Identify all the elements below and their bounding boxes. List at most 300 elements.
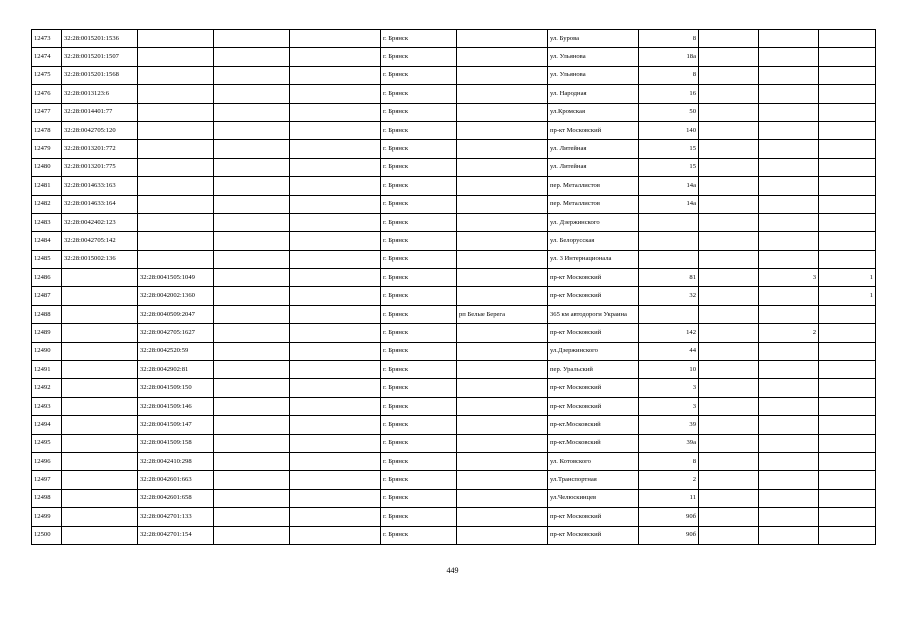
cell-row-number: 12495 (32, 434, 62, 452)
cell-col-11 (759, 195, 819, 213)
cell-col-5 (290, 48, 381, 66)
table-row (32, 177, 876, 195)
cell-col-4 (214, 48, 290, 66)
cell-settlement (457, 232, 548, 250)
cell-col-5 (290, 269, 381, 287)
cell-cadastral-number-b (138, 213, 214, 231)
table-row (32, 471, 876, 489)
cell-col-12 (819, 434, 876, 452)
cell-col-4 (214, 361, 290, 379)
cell-cadastral-number-b: 32:28:0042410:298 (138, 452, 214, 470)
cell-col-11 (759, 158, 819, 176)
cell-house: 3 (639, 397, 699, 415)
cell-col-12 (819, 452, 876, 470)
cell-street: ул. Народная (548, 85, 639, 103)
cell-city: г. Брянск (381, 379, 457, 397)
cell-settlement (457, 250, 548, 268)
cell-col-4 (214, 434, 290, 452)
cell-settlement (457, 452, 548, 470)
cell-col-4 (214, 397, 290, 415)
cell-cadastral-number-a: 32:28:0015201:1507 (62, 48, 138, 66)
cell-street: пр-кт Московский (548, 526, 639, 544)
cell-col-12 (819, 30, 876, 48)
cell-cadastral-number-b: 32:28:0041509:146 (138, 397, 214, 415)
cell-col-5 (290, 526, 381, 544)
cell-row-number: 12485 (32, 250, 62, 268)
cell-col-11 (759, 232, 819, 250)
cell-col-4 (214, 85, 290, 103)
cell-row-number: 12480 (32, 158, 62, 176)
cell-col-11 (759, 250, 819, 268)
cell-col-5 (290, 30, 381, 48)
cell-house: 11 (639, 489, 699, 507)
table-row (32, 140, 876, 158)
cell-col-4 (214, 508, 290, 526)
cell-col-4 (214, 177, 290, 195)
cell-col-11 (759, 379, 819, 397)
cell-col-12 (819, 177, 876, 195)
cell-cadastral-number-a (62, 526, 138, 544)
cell-col-4 (214, 287, 290, 305)
cell-city: г. Брянск (381, 361, 457, 379)
cell-house: 142 (639, 324, 699, 342)
cell-city: г. Брянск (381, 342, 457, 360)
cell-street: ул. Литейная (548, 158, 639, 176)
cell-col-12: 1 (819, 287, 876, 305)
cell-col-12 (819, 140, 876, 158)
cell-col-4 (214, 103, 290, 121)
cell-city: г. Брянск (381, 177, 457, 195)
cell-col-10 (699, 85, 759, 103)
cell-col-4 (214, 66, 290, 84)
cell-house: 10 (639, 361, 699, 379)
cell-house (639, 250, 699, 268)
cell-row-number: 12497 (32, 471, 62, 489)
cell-street: пр-кт Московский (548, 324, 639, 342)
cell-col-5 (290, 434, 381, 452)
cell-city: г. Брянск (381, 416, 457, 434)
cell-col-5 (290, 471, 381, 489)
cell-col-10 (699, 232, 759, 250)
cell-house: 44 (639, 342, 699, 360)
cell-house: 140 (639, 121, 699, 139)
cell-settlement (457, 416, 548, 434)
cell-settlement (457, 361, 548, 379)
cell-house (639, 232, 699, 250)
cell-col-10 (699, 48, 759, 66)
cell-city: г. Брянск (381, 103, 457, 121)
cell-row-number: 12491 (32, 361, 62, 379)
cell-cadastral-number-a (62, 287, 138, 305)
cell-row-number: 12498 (32, 489, 62, 507)
cell-row-number: 12484 (32, 232, 62, 250)
cell-cadastral-number-b: 32:28:0041509:150 (138, 379, 214, 397)
cell-cadastral-number-a: 32:28:0042402:123 (62, 213, 138, 231)
cell-col-11 (759, 103, 819, 121)
cell-col-10 (699, 526, 759, 544)
table-row (32, 361, 876, 379)
cell-cadastral-number-a (62, 452, 138, 470)
cell-col-11 (759, 416, 819, 434)
cell-col-4 (214, 305, 290, 323)
cell-col-11 (759, 287, 819, 305)
cell-cadastral-number-b: 32:28:0042701:133 (138, 508, 214, 526)
cell-col-11 (759, 397, 819, 415)
cell-col-5 (290, 397, 381, 415)
cell-row-number: 12477 (32, 103, 62, 121)
table-row (32, 305, 876, 323)
table-row (32, 158, 876, 176)
cell-cadastral-number-b (138, 48, 214, 66)
cell-street: пр-кт Московский (548, 397, 639, 415)
cell-col-5 (290, 342, 381, 360)
cell-col-11 (759, 85, 819, 103)
cell-house: 14а (639, 195, 699, 213)
cell-cadastral-number-a: 32:28:0013123:6 (62, 85, 138, 103)
cell-house: 32 (639, 287, 699, 305)
cell-col-5 (290, 452, 381, 470)
cell-cadastral-number-a: 32:28:0013201:772 (62, 140, 138, 158)
cell-col-11 (759, 30, 819, 48)
cell-col-11 (759, 177, 819, 195)
table-row (32, 324, 876, 342)
cell-settlement (457, 48, 548, 66)
cell-cadastral-number-b (138, 250, 214, 268)
cell-settlement (457, 434, 548, 452)
cell-house: 2 (639, 471, 699, 489)
table-row (32, 103, 876, 121)
cell-house: 81 (639, 269, 699, 287)
table-row (32, 232, 876, 250)
cell-col-12 (819, 361, 876, 379)
cell-cadastral-number-b: 32:28:0040509:2047 (138, 305, 214, 323)
cell-settlement (457, 508, 548, 526)
cell-cadastral-number-b: 32:28:0042701:154 (138, 526, 214, 544)
cell-city: г. Брянск (381, 397, 457, 415)
cell-col-5 (290, 232, 381, 250)
cell-settlement (457, 30, 548, 48)
cell-street: пер. Металлистов (548, 195, 639, 213)
cell-col-4 (214, 471, 290, 489)
cell-cadastral-number-b (138, 121, 214, 139)
cell-city: г. Брянск (381, 48, 457, 66)
cell-cadastral-number-b (138, 66, 214, 84)
cell-col-11 (759, 121, 819, 139)
cell-col-10 (699, 121, 759, 139)
cell-cadastral-number-b (138, 103, 214, 121)
cell-col-12 (819, 250, 876, 268)
cell-col-5 (290, 213, 381, 231)
cell-col-11 (759, 526, 819, 544)
cell-house: 14а (639, 177, 699, 195)
cell-cadastral-number-a: 32:28:0042705:120 (62, 121, 138, 139)
cell-city: г. Брянск (381, 471, 457, 489)
cell-city: г. Брянск (381, 452, 457, 470)
cell-col-11 (759, 305, 819, 323)
cell-city: г. Брянск (381, 232, 457, 250)
cell-city: г. Брянск (381, 526, 457, 544)
cell-col-12 (819, 305, 876, 323)
cell-street: ул. Белорусская (548, 232, 639, 250)
cell-street: пр-кт Московский (548, 508, 639, 526)
cell-col-11 (759, 471, 819, 489)
cell-col-5 (290, 324, 381, 342)
cell-cadastral-number-a (62, 361, 138, 379)
cell-house: 18а (639, 48, 699, 66)
cell-col-10 (699, 379, 759, 397)
cell-row-number: 12478 (32, 121, 62, 139)
cell-cadastral-number-a: 32:28:0014633:164 (62, 195, 138, 213)
cell-row-number: 12486 (32, 269, 62, 287)
cell-house (639, 305, 699, 323)
cell-street: пр-кт Московский (548, 379, 639, 397)
cell-cadastral-number-b: 32:28:0042601:658 (138, 489, 214, 507)
cell-settlement (457, 287, 548, 305)
cell-settlement (457, 379, 548, 397)
table-row (32, 48, 876, 66)
table-row (32, 287, 876, 305)
cell-settlement (457, 85, 548, 103)
cell-house: 16 (639, 85, 699, 103)
cell-col-12 (819, 195, 876, 213)
cell-city: г. Брянск (381, 213, 457, 231)
cell-col-4 (214, 269, 290, 287)
cell-col-4 (214, 250, 290, 268)
cell-col-12 (819, 379, 876, 397)
cell-city: г. Брянск (381, 250, 457, 268)
cell-city: г. Брянск (381, 489, 457, 507)
cell-col-10 (699, 177, 759, 195)
cell-city: г. Брянск (381, 158, 457, 176)
cell-col-5 (290, 489, 381, 507)
cell-col-10 (699, 269, 759, 287)
cell-col-11 (759, 342, 819, 360)
table-row (32, 121, 876, 139)
cell-city: г. Брянск (381, 305, 457, 323)
cell-col-12 (819, 471, 876, 489)
cell-city: г. Брянск (381, 121, 457, 139)
cell-street: пр-кт.Московский (548, 434, 639, 452)
cell-col-11: 2 (759, 324, 819, 342)
cell-cadastral-number-a (62, 434, 138, 452)
cell-col-4 (214, 121, 290, 139)
cell-row-number: 12499 (32, 508, 62, 526)
cell-col-12 (819, 103, 876, 121)
cell-row-number: 12476 (32, 85, 62, 103)
cell-row-number: 12474 (32, 48, 62, 66)
cell-row-number: 12490 (32, 342, 62, 360)
cell-house: 15 (639, 158, 699, 176)
cell-settlement (457, 213, 548, 231)
cell-col-5 (290, 287, 381, 305)
table-row (32, 489, 876, 507)
cell-col-11 (759, 48, 819, 66)
cell-house: 8 (639, 30, 699, 48)
cell-city: г. Брянск (381, 324, 457, 342)
cell-city: г. Брянск (381, 30, 457, 48)
cell-house: 39 (639, 416, 699, 434)
cell-col-11 (759, 66, 819, 84)
cell-cadastral-number-b: 32:28:0042002:1360 (138, 287, 214, 305)
cell-col-11 (759, 452, 819, 470)
cell-col-10 (699, 140, 759, 158)
cell-col-10 (699, 489, 759, 507)
cell-col-10 (699, 103, 759, 121)
cell-settlement (457, 324, 548, 342)
cell-col-10 (699, 250, 759, 268)
table-row (32, 269, 876, 287)
cell-col-4 (214, 342, 290, 360)
cell-col-10 (699, 361, 759, 379)
cell-settlement (457, 489, 548, 507)
cell-col-4 (214, 416, 290, 434)
cell-street: ул. Котовского (548, 452, 639, 470)
cell-row-number: 12482 (32, 195, 62, 213)
cell-cadastral-number-b (138, 195, 214, 213)
cell-city: г. Брянск (381, 269, 457, 287)
cell-street: ул. 3 Интернационала (548, 250, 639, 268)
table-row (32, 66, 876, 84)
cell-row-number: 12473 (32, 30, 62, 48)
cell-row-number: 12479 (32, 140, 62, 158)
cell-col-10 (699, 287, 759, 305)
cell-street: ул. Ульянова (548, 48, 639, 66)
cell-col-10 (699, 416, 759, 434)
cell-col-12 (819, 416, 876, 434)
cell-street: ул. Литейная (548, 140, 639, 158)
cell-col-12 (819, 66, 876, 84)
cell-col-10 (699, 305, 759, 323)
cell-cadastral-number-a: 32:28:0014633:163 (62, 177, 138, 195)
cell-house: 50 (639, 103, 699, 121)
cell-col-12 (819, 48, 876, 66)
cell-street: пр-кт Московский (548, 269, 639, 287)
cell-street: ул. Бурова (548, 30, 639, 48)
cell-col-5 (290, 121, 381, 139)
cell-col-10 (699, 397, 759, 415)
cell-col-10 (699, 158, 759, 176)
cell-street: пер. Уральский (548, 361, 639, 379)
cell-cadastral-number-a (62, 379, 138, 397)
cell-cadastral-number-b (138, 140, 214, 158)
cell-col-12 (819, 232, 876, 250)
table-row (32, 508, 876, 526)
cell-cadastral-number-b (138, 232, 214, 250)
cell-cadastral-number-a (62, 489, 138, 507)
cell-cadastral-number-a (62, 342, 138, 360)
cell-col-5 (290, 158, 381, 176)
cell-house (639, 213, 699, 231)
cell-street: пр-кт.Московский (548, 416, 639, 434)
cell-col-4 (214, 489, 290, 507)
cell-row-number: 12475 (32, 66, 62, 84)
cell-cadastral-number-a: 32:28:0015201:1536 (62, 30, 138, 48)
table-row (32, 434, 876, 452)
cell-col-12: 1 (819, 269, 876, 287)
cell-settlement (457, 269, 548, 287)
cell-row-number: 12492 (32, 379, 62, 397)
cell-col-12 (819, 489, 876, 507)
table-row (32, 213, 876, 231)
cell-col-11 (759, 361, 819, 379)
cell-cadastral-number-b: 32:28:0042520:59 (138, 342, 214, 360)
cell-cadastral-number-b (138, 158, 214, 176)
cell-col-4 (214, 213, 290, 231)
table-row (32, 526, 876, 544)
cell-cadastral-number-a (62, 397, 138, 415)
cell-col-12 (819, 397, 876, 415)
cell-street: пр-кт Московский (548, 121, 639, 139)
cell-row-number: 12496 (32, 452, 62, 470)
cell-cadastral-number-b (138, 177, 214, 195)
cell-cadastral-number-a (62, 416, 138, 434)
cell-settlement (457, 397, 548, 415)
cell-city: г. Брянск (381, 287, 457, 305)
cell-col-10 (699, 213, 759, 231)
cell-col-5 (290, 195, 381, 213)
cell-settlement (457, 177, 548, 195)
cell-street: пр-кт Московский (548, 287, 639, 305)
cell-settlement (457, 342, 548, 360)
cell-cadastral-number-b: 32:28:0042601:663 (138, 471, 214, 489)
cell-cadastral-number-a (62, 269, 138, 287)
cell-col-11 (759, 213, 819, 231)
cell-col-10 (699, 324, 759, 342)
cell-street: 365 км автодороги Украина (548, 305, 639, 323)
cell-settlement: рп Белые Берега (457, 305, 548, 323)
cell-cadastral-number-a: 32:28:0042705:142 (62, 232, 138, 250)
cell-street: ул. Дзержинского (548, 213, 639, 231)
cell-col-12 (819, 508, 876, 526)
cell-col-5 (290, 66, 381, 84)
cell-street: ул.Транспортная (548, 471, 639, 489)
cell-house: 8 (639, 452, 699, 470)
cell-cadastral-number-a (62, 305, 138, 323)
table-row (32, 85, 876, 103)
cell-cadastral-number-b: 32:28:0041505:1049 (138, 269, 214, 287)
cell-city: г. Брянск (381, 195, 457, 213)
table-row (32, 30, 876, 48)
cell-col-11 (759, 489, 819, 507)
cell-col-5 (290, 305, 381, 323)
table-row (32, 379, 876, 397)
cell-col-10 (699, 434, 759, 452)
cell-col-5 (290, 379, 381, 397)
cell-col-5 (290, 85, 381, 103)
cell-cadastral-number-b: 32:28:0042902:81 (138, 361, 214, 379)
cell-col-4 (214, 158, 290, 176)
cell-col-10 (699, 30, 759, 48)
cell-col-5 (290, 508, 381, 526)
cell-col-4 (214, 30, 290, 48)
table-row (32, 250, 876, 268)
cell-street: ул.Дзержинского (548, 342, 639, 360)
cell-col-12 (819, 158, 876, 176)
cell-cadastral-number-a: 32:28:0015201:1568 (62, 66, 138, 84)
cell-col-4 (214, 232, 290, 250)
table-row (32, 342, 876, 360)
cell-col-4 (214, 379, 290, 397)
cell-col-12 (819, 213, 876, 231)
table-row (32, 195, 876, 213)
cell-col-5 (290, 250, 381, 268)
cell-cadastral-number-b: 32:28:0041509:147 (138, 416, 214, 434)
cell-col-10 (699, 66, 759, 84)
cell-cadastral-number-a: 32:28:0013201:775 (62, 158, 138, 176)
cell-settlement (457, 471, 548, 489)
cell-settlement (457, 526, 548, 544)
cell-col-12 (819, 121, 876, 139)
